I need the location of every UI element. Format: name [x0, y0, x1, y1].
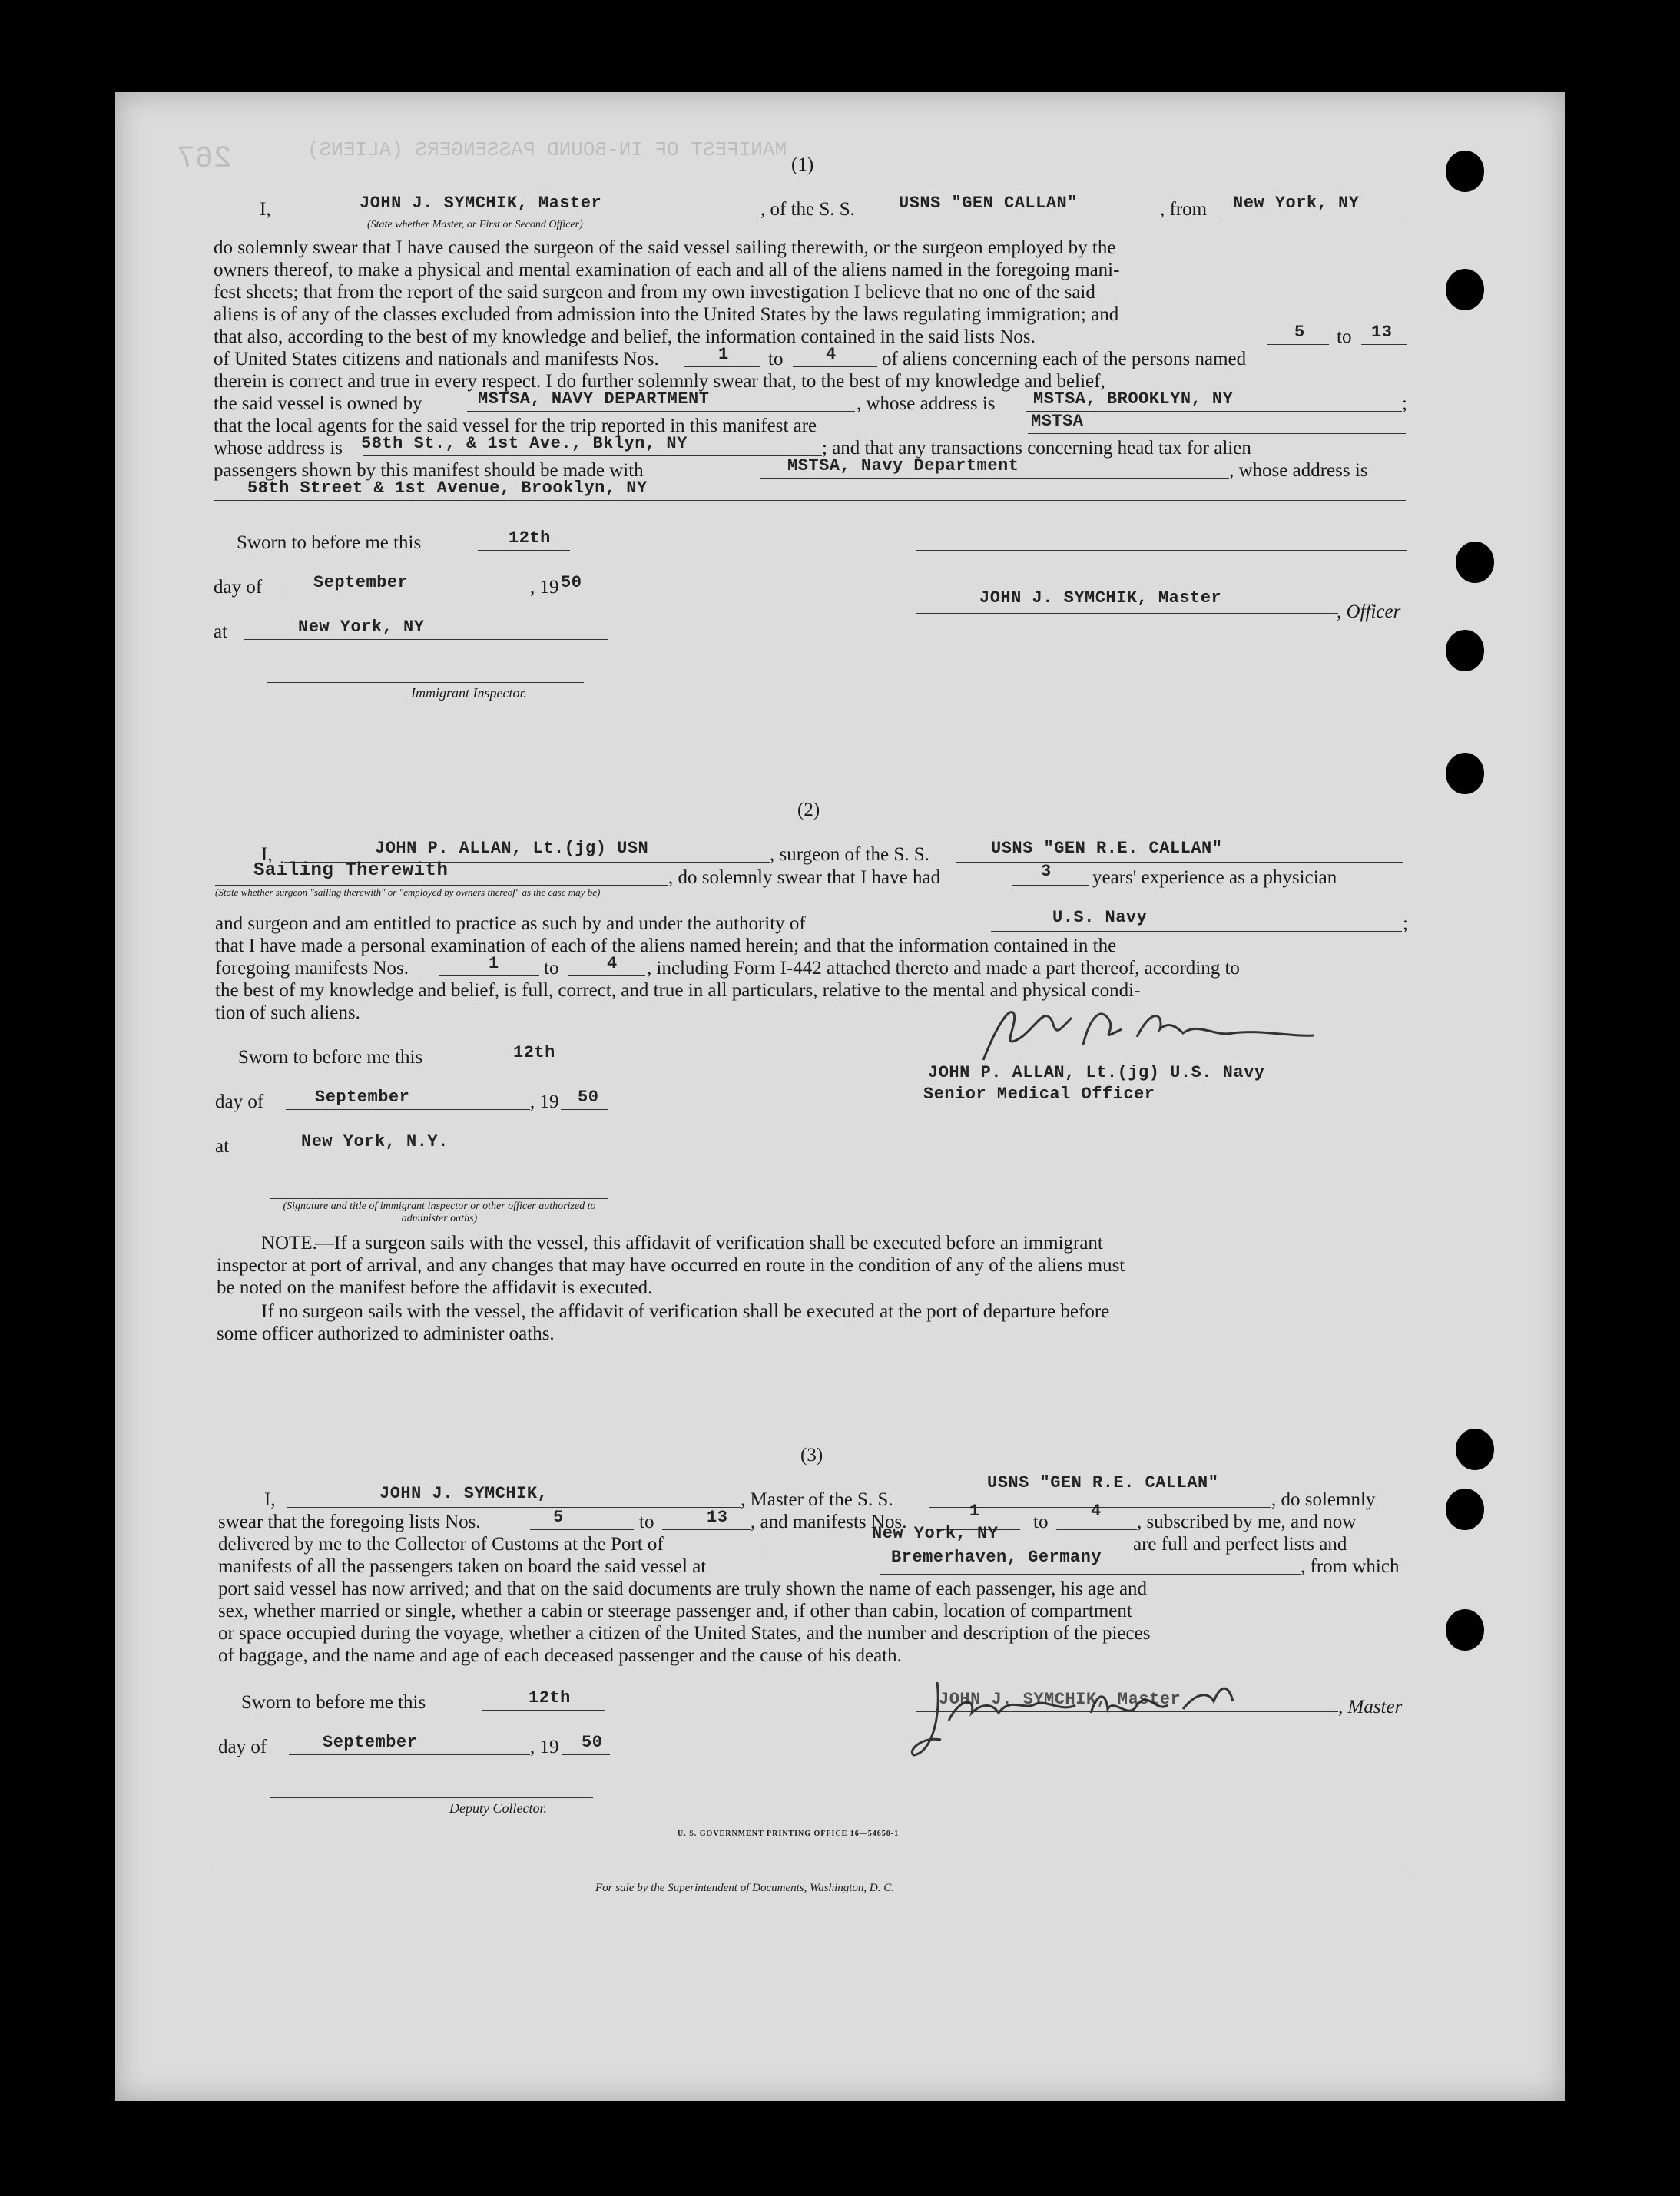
to-label-5: to — [1033, 1512, 1049, 1532]
sworn-day-1: 12th — [509, 528, 551, 548]
collector-label: Deputy Collector. — [449, 1800, 547, 1816]
master-of-label: , Master of the S. S. — [741, 1489, 893, 1510]
manifests-to-line-2 — [568, 975, 645, 976]
head-tax-label: ; and that any transactions concerning head tax for alien — [822, 438, 1251, 459]
i-label-3: I, — [264, 1489, 276, 1510]
inspector-label-1: Immigrant Inspector. — [411, 685, 527, 701]
day-of-label-1: day of — [214, 577, 263, 598]
owned-label: the said vessel is owned by — [214, 393, 422, 414]
owner-line — [467, 411, 855, 412]
section-3-number: (3) — [800, 1445, 823, 1466]
agents: MSTSA — [1031, 412, 1084, 431]
agent-address: 58th St., & 1st Ave., Bklyn, NY — [361, 434, 688, 453]
from-which-label: , from which — [1301, 1556, 1400, 1577]
surgeon-signer-name: JOHN P. ALLAN, Lt.(jg) U.S. Navy — [928, 1063, 1265, 1082]
punch-hole — [1446, 269, 1484, 310]
authority: U.S. Navy — [1052, 908, 1148, 927]
whose-address-label: , whose address is — [857, 393, 996, 414]
affidavit-line-3: fest sheets; that from the report of the said surgeon and from my own investigation I believe that no one of the said — [214, 282, 1095, 303]
perfect-label: are full and perfect lists and — [1133, 1534, 1347, 1555]
master-signature — [906, 1667, 1291, 1767]
authority-line — [991, 931, 1402, 932]
surgeon-line-5: the best of my knowledge and belief, is full, correct, and true in all particulars, relative to the mental and physical condi- — [215, 980, 1141, 1001]
manifests-to-3: 4 — [1091, 1502, 1102, 1521]
printing-office: U. S. GOVERNMENT PRINTING OFFICE 16—54650-1 — [678, 1830, 900, 1838]
agent-address-line — [363, 455, 822, 456]
affidavit-line-6a: of United States citizens and nationals and manifests Nos. — [214, 349, 659, 369]
sailing-status-line — [215, 885, 668, 886]
note-line-3: be noted on the manifest before the affidavit is executed. — [217, 1277, 653, 1298]
from-label: , from — [1160, 199, 1208, 220]
manifests-to-line — [793, 366, 877, 367]
lists-from: 5 — [1294, 323, 1305, 342]
note-line-4: If no surgeon sails with the vessel, the affidavit of verification shall be executed at the port of departure before — [261, 1301, 1110, 1322]
year-prefix-3: , 19 — [530, 1737, 559, 1757]
year-prefix-2: , 19 — [530, 1091, 559, 1112]
agents-line — [1028, 433, 1406, 434]
lists-to-line — [1361, 344, 1407, 345]
departure-port: Bremerhaven, Germany — [891, 1548, 1102, 1567]
master-line-4: of baggage, and the name and age of each deceased passenger and the cause of his death. — [218, 1645, 902, 1666]
note-label: NOTE. — [261, 1233, 317, 1254]
for-sale-note: For sale by the Superintendent of Documents, Washington, D. C. — [595, 1882, 894, 1894]
to-label-2: to — [768, 349, 784, 369]
lists-to: 13 — [1371, 323, 1393, 342]
sworn-month-line-3 — [289, 1754, 530, 1755]
sworn-day-3: 12th — [529, 1688, 571, 1707]
sworn-year-line-3 — [562, 1754, 610, 1755]
form-label: , including Form I-442 attached thereto and made a part thereof, according to — [647, 958, 1240, 979]
agent-address-label: whose address is — [214, 438, 343, 459]
of-ss-label: , of the S. S. — [760, 199, 855, 220]
vessel-name-2: USNS "GEN R.E. CALLAN" — [991, 839, 1223, 858]
punch-hole — [1456, 1429, 1494, 1470]
sworn-year-2: 50 — [578, 1088, 599, 1107]
inspector-line-1 — [267, 682, 584, 683]
master-line-3: or space occupied during the voyage, whether a citizen of the United States, and the number and description of the pieces — [218, 1623, 1151, 1644]
master-line-2: sex, whether married or single, whether a cabin or steerage passenger and, if other than cabin, location of compartment — [218, 1601, 1132, 1621]
sworn-month-3: September — [323, 1733, 418, 1752]
manifests-from-3: 1 — [969, 1502, 980, 1521]
sworn-year-line-2 — [561, 1109, 608, 1110]
punch-hole — [1446, 1489, 1484, 1530]
punch-hole — [1456, 542, 1494, 583]
status-note: (State whether surgeon "sailing therewith" or "employed by owners thereof" as the case may be) — [215, 886, 601, 898]
sworn-year-1: 50 — [561, 573, 582, 592]
subscribed-label: , subscribed by me, and now — [1137, 1512, 1357, 1532]
master-note: (State whether Master, or First or Second Officer) — [367, 219, 583, 230]
swear-label-2: , do solemnly swear that I have had — [668, 867, 941, 888]
vessel-name-3: USNS "GEN R.E. CALLAN" — [987, 1473, 1219, 1492]
affidavit-line-4: aliens is of any of the classes excluded from admission into the United States by the laws regulating immigration; and — [214, 304, 1119, 325]
section-2-number: (2) — [797, 800, 820, 820]
departure-port-line — [880, 1574, 1301, 1575]
punch-hole — [1446, 151, 1484, 192]
head-tax-party-line — [760, 478, 1229, 479]
punch-hole — [1446, 630, 1484, 671]
punch-hole — [1446, 1609, 1484, 1651]
affidavit-line-6b: of aliens concerning each of the persons named — [882, 349, 1247, 369]
note-line-2: inspector at port of arrival, and any changes that may have occurred en route in the condition of any of the aliens must — [217, 1255, 1125, 1276]
manifests-to-2: 4 — [607, 954, 618, 973]
manifests-label-3: , and manifests Nos. — [751, 1512, 907, 1532]
head-tax-party: MSTSA, Navy Department — [787, 456, 1019, 475]
master-name-line-3 — [287, 1507, 741, 1508]
sworn-place-2: New York, N.Y. — [301, 1132, 449, 1151]
owner-address: MSTSA, BROOKLYN, NY — [1033, 389, 1234, 409]
officer-signer: JOHN J. SYMCHIK, Master — [979, 588, 1222, 608]
section-1-number: (1) — [791, 154, 814, 175]
sworn-month-line-2 — [286, 1109, 530, 1110]
surgeon-name: JOHN P. ALLAN, Lt.(jg) USN — [375, 839, 649, 858]
sailing-status: Sailing Therewith — [253, 860, 449, 881]
master-label: , Master — [1338, 1697, 1403, 1717]
sworn-label-1: Sworn to before me this — [237, 532, 422, 553]
lists-from-line — [1267, 344, 1329, 345]
at-label-1: at — [214, 621, 228, 642]
swear-label-3: swear that the foregoing lists Nos. — [218, 1512, 481, 1532]
to-label-3: to — [544, 958, 559, 979]
sworn-day-line-3 — [482, 1710, 605, 1711]
whose-address-label-2: , whose address is — [1229, 460, 1368, 481]
master-signer: JOHN J. SYMCHIK, Master — [939, 1690, 1181, 1709]
surgeon-signer-title: Senior Medical Officer — [923, 1085, 1155, 1104]
year-prefix-1: , 19 — [530, 577, 559, 598]
manifests-label-2: foregoing manifests Nos. — [215, 958, 409, 979]
port: New York, NY — [872, 1524, 999, 1543]
sworn-day-2: 12th — [513, 1043, 555, 1062]
manifests-from-line-2 — [439, 975, 539, 976]
bleed-through-title: MANIFEST OF IN-BOUND PASSENGERS (ALIENS) — [307, 138, 787, 161]
day-of-label-3: day of — [218, 1737, 267, 1757]
sworn-place-line-1 — [244, 639, 608, 640]
master-name: JOHN J. SYMCHIK, Master — [360, 194, 602, 213]
master-line-1: port said vessel has now arrived; and that on the said documents are truly shown the name of each passenger, his age and — [218, 1578, 1148, 1599]
manifests-from: 1 — [718, 345, 729, 364]
affidavit-line-5: that also, according to the best of my knowledge and belief, the information contained in the said lists Nos. — [214, 326, 1036, 347]
affidavit-line-1: do solemnly swear that I have caused the surgeon of the said vessel sailing therewith, or the surgeon employed by the — [214, 237, 1116, 258]
years-label: years' experience as a physician — [1092, 867, 1337, 888]
vessel-line-2 — [956, 862, 1403, 863]
semicolon-2: ; — [1403, 913, 1408, 934]
sworn-label-3: Sworn to before me this — [241, 1692, 426, 1713]
lists-from-line-3 — [530, 1529, 634, 1530]
owner: MSTSA, NAVY DEPARTMENT — [478, 389, 710, 409]
head-tax-address-line — [214, 500, 1406, 501]
affidavit-line-7: therein is correct and true in every respect. I do further solemnly swear that, to the best of my knowledge and belief, — [214, 371, 1105, 392]
inspector-note: (Signature and title of immigrant inspector or other officer authorized to administer oaths) — [283, 1201, 596, 1224]
sworn-month-1: September — [313, 573, 409, 592]
to-label: to — [1337, 326, 1352, 347]
surgeon-line-6: tion of such aliens. — [215, 1002, 360, 1023]
i-label: I, — [260, 199, 271, 220]
lists-to-3: 13 — [707, 1508, 728, 1527]
sworn-label-2: Sworn to before me this — [238, 1047, 423, 1068]
manifests-to: 4 — [826, 345, 837, 364]
bleed-through-stamp: 267 — [177, 142, 233, 177]
sworn-month-2: September — [315, 1088, 410, 1107]
from-port: New York, NY — [1233, 194, 1360, 213]
vessel-name: USNS "GEN CALLAN" — [899, 194, 1078, 213]
years: 3 — [1041, 862, 1052, 881]
punch-hole — [1446, 753, 1484, 794]
delivered-label: delivered by me to the Collector of Customs at the Port of — [218, 1534, 664, 1555]
manifests-from-2: 1 — [489, 954, 499, 973]
passengers-label: passengers shown by this manifest should be made with — [214, 460, 644, 481]
collector-line — [270, 1797, 593, 1798]
semicolon: ; — [1402, 393, 1407, 414]
i-label-2: I, — [261, 844, 273, 865]
years-line — [1012, 885, 1089, 886]
inspector-line-2 — [270, 1198, 608, 1199]
lists-to-line-3 — [662, 1529, 751, 1530]
manifests-of-label: manifests of all the passengers taken on board the said vessel at — [218, 1556, 707, 1577]
solemnly-label: , do solemnly — [1271, 1489, 1376, 1510]
officer-signature-line — [916, 613, 1338, 614]
authority-label: and surgeon and am entitled to practice as such by and under the authority of — [215, 913, 806, 934]
head-tax-address: 58th Street & 1st Avenue, Brooklyn, NY — [247, 479, 648, 498]
master-signature-line — [916, 1711, 1338, 1712]
at-label-2: at — [215, 1136, 230, 1157]
surgeon-of-label: , surgeon of the S. S. — [770, 844, 929, 865]
note-line-5: some officer authorized to administer oaths. — [217, 1323, 555, 1344]
master-name-3: JOHN J. SYMCHIK, — [379, 1484, 548, 1503]
day-of-label-2: day of — [215, 1091, 264, 1112]
manifests-from-line — [684, 366, 760, 367]
sworn-place-1: New York, NY — [298, 618, 425, 637]
note-line-1: —If a surgeon sails with the vessel, this affidavit of verification shall be executed before an immigrant — [315, 1233, 1103, 1254]
sworn-year-3: 50 — [582, 1733, 603, 1752]
agents-label: that the local agents for the said vessel for the trip reported in this manifest are — [214, 416, 817, 436]
manifests-to-line-3 — [1056, 1529, 1137, 1530]
affidavit-line-2: owners thereof, to make a physical and mental examination of each and all of the aliens named in the foregoing mani- — [214, 260, 1120, 280]
lists-from-3: 5 — [553, 1508, 564, 1527]
officer-label: , Officer — [1337, 601, 1401, 622]
to-label-4: to — [639, 1512, 654, 1532]
surgeon-line-3: that I have made a personal examination of each of the aliens named herein; and that the information contained in the — [215, 936, 1117, 956]
officer-blank-line — [916, 550, 1407, 551]
sworn-day-line-1 — [478, 550, 570, 551]
